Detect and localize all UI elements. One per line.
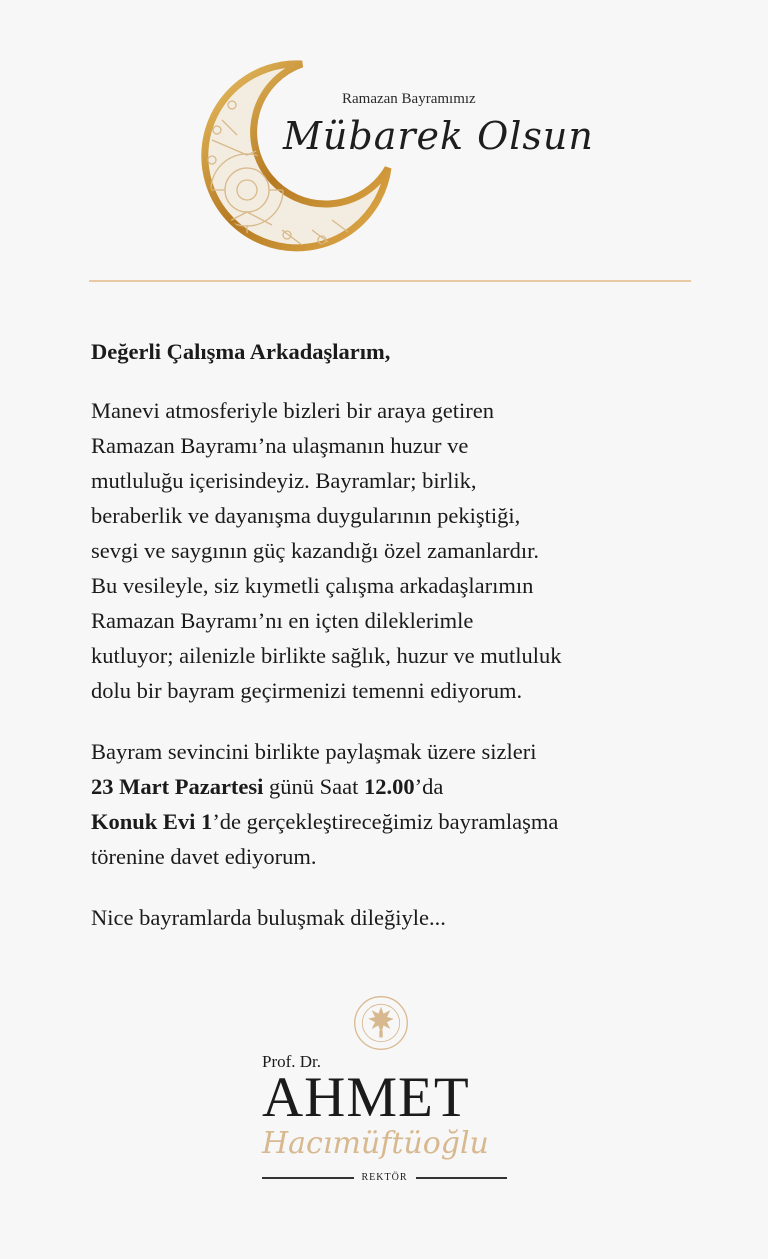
academic-title: Prof. Dr. <box>262 1052 322 1071</box>
text-line: sevgi ve saygının güç kazandığı özel zamanlardır. <box>91 538 539 563</box>
text-fragment: ’da <box>414 774 444 799</box>
university-seal-logo <box>348 995 414 1051</box>
letter-body <box>91 334 711 961</box>
text-line: Bu vesileyle, siz kıymetli çalışma arkadaşlarımın <box>91 573 534 598</box>
greeting-heading: Değerli Çalışma Arkadaşlarım, <box>91 339 391 364</box>
signer-role: REKTÖR <box>361 1172 408 1183</box>
paragraph-2 <box>91 734 711 874</box>
text-line: Ramazan Bayramı’nı en içten dileklerimle <box>91 608 474 633</box>
signer-first-name: AHMET <box>262 1066 470 1129</box>
header-subtitle: Ramazan Bayramımız <box>342 91 476 107</box>
paragraph-1 <box>91 393 711 708</box>
text-line: mutluluğu içerisindeyiz. Bayramlar; birlik, <box>91 468 477 493</box>
text-line: Bayram sevincini birlikte paylaşmak üzere sizleri <box>91 739 537 764</box>
text-line: törenine davet ediyorum. <box>91 844 317 869</box>
header-script-title: Mübarek Olsun <box>283 114 594 158</box>
text-line <box>91 769 711 804</box>
event-place: Konuk Evi 1 <box>91 809 213 834</box>
text-line: Ramazan Bayramı’na ulaşmanın huzur ve <box>91 433 469 458</box>
signature-block <box>262 995 507 1195</box>
event-time: 12.00 <box>364 774 415 799</box>
text-line: beraberlik ve dayanışma duygularının pekiştiği, <box>91 503 521 528</box>
divider <box>89 280 691 282</box>
greeting-header <box>0 0 768 280</box>
text-fragment: ’de gerçekleştireceğimiz bayramlaşma <box>212 809 559 834</box>
closing-line: Nice bayramlarda buluşmak dileğiyle... <box>91 905 446 930</box>
signer-role-row <box>262 1171 507 1185</box>
text-line: kutluyor; ailenizle birlikte sağlık, huzur ve mutluluk <box>91 643 562 668</box>
text-fragment: günü Saat <box>263 774 365 799</box>
signer-surname: Hacımüftüoğlu <box>262 1126 489 1161</box>
divider <box>262 1177 354 1179</box>
divider <box>416 1177 508 1179</box>
text-line: Manevi atmosferiyle bizleri bir araya getiren <box>91 398 494 423</box>
text-line <box>91 804 711 839</box>
text-line: dolu bir bayram geçirmenizi temenni ediyorum. <box>91 678 523 703</box>
event-date: 23 Mart Pazartesi <box>91 774 264 799</box>
